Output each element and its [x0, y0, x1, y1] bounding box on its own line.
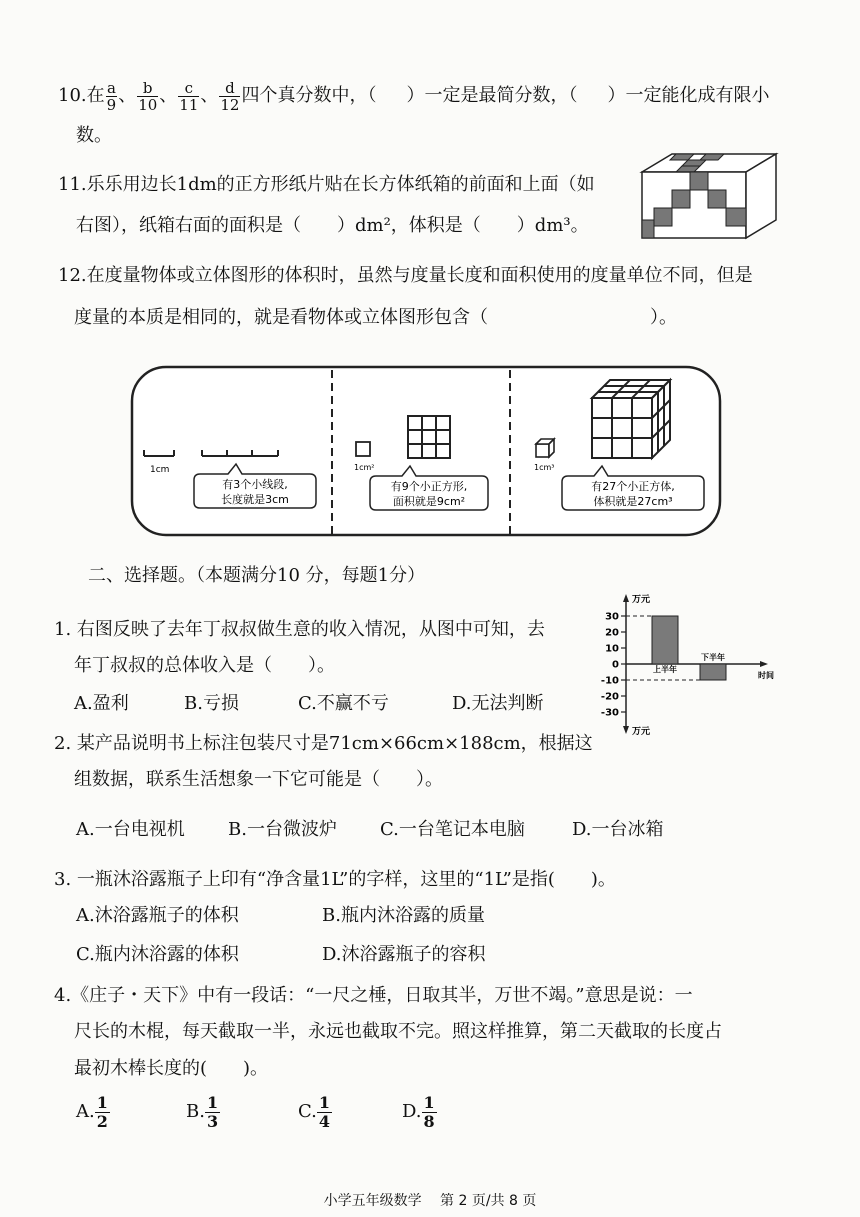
c2-option-d[interactable]: D.一台冰箱	[572, 819, 664, 840]
x-axis-label: 时间	[758, 671, 774, 680]
unit-cm-label: 1cm	[150, 465, 170, 475]
fraction-b10: $\frac{b}{10}$	[138, 78, 158, 114]
bubble2-line2: 面积就是9cm²	[392, 495, 466, 508]
c3-line1: 3. 一瓶沐浴露瓶子上印有“净含量1L”的字样，这里的“1L”是指( )。	[54, 869, 616, 890]
y-tick-label: -30	[600, 707, 619, 719]
y-tick-label: -10	[600, 675, 619, 687]
y-tick-label: 20	[605, 627, 619, 639]
page-footer: 小学五年级数学 第 2 页/共 8 页	[323, 1193, 537, 1209]
c2-line2: 组数据，联系生活想象一下它可能是（ ）。	[74, 769, 443, 790]
c4-line1: 4.《庄子・天下》中有一段话：“一尺之棰，日取其半，万世不竭。”意思是说：一	[54, 985, 693, 1006]
c1-options	[74, 692, 544, 716]
fraction-c11: $\frac{c}{11}$	[179, 78, 199, 114]
bubble3-line2: 体积就是27cm³	[593, 495, 673, 508]
c3-option-a[interactable]: A.沐浴露瓶子的体积	[76, 905, 239, 926]
q11-line2: 右图），纸箱右面的面积是（ ）dm²，体积是（ ）dm³。	[76, 215, 589, 236]
bubble3-line1: 有27个小正方体,	[591, 480, 675, 493]
bar-category-label: 上半年	[653, 665, 677, 674]
y-tick-label: 10	[605, 643, 619, 655]
c4-option-b[interactable]: B. $\frac{1}{3}$	[186, 1092, 219, 1131]
unit-cm3-label: 1cm³	[534, 463, 555, 472]
c3-option-d[interactable]: D.沐浴露瓶子的容积	[322, 944, 486, 965]
y-tick-label: -20	[600, 691, 619, 703]
c3-option-c[interactable]: C.瓶内沐浴露的体积	[76, 944, 239, 965]
c1-line2: 年丁叔叔的总体收入是（ ）。	[74, 655, 335, 676]
income-bar-chart	[596, 572, 786, 752]
c1-option-b[interactable]: B.亏损	[184, 693, 239, 714]
c2-line1: 2. 某产品说明书上标注包装尺寸是71cm×66cm×188cm，根据这	[54, 733, 593, 754]
bubble1-line1: 有3个小线段,	[222, 478, 288, 491]
x-axis-arrow	[760, 661, 768, 667]
c1-line1: 1. 右图反映了去年丁叔叔做生意的收入情况，从图中可知，去	[54, 619, 545, 640]
measurement-illustration	[130, 364, 724, 538]
c4-line3: 最初木棒长度的( )。	[74, 1058, 269, 1079]
c1-option-d[interactable]: D.无法判断	[452, 693, 544, 714]
box-figure	[636, 150, 780, 242]
y-axis-arrow-up	[623, 594, 629, 602]
c4-option-a[interactable]: A. $\frac{1}{2}$	[76, 1092, 108, 1131]
y-axis-label-top: 万元	[632, 595, 651, 605]
c2-option-c[interactable]: C.一台笔记本电脑	[380, 819, 525, 840]
c3-options-row1	[76, 904, 485, 928]
unit-cube	[536, 439, 554, 457]
unit-square	[356, 442, 370, 456]
c2-option-b[interactable]: B.一台微波炉	[228, 819, 337, 840]
c3-options-row2	[76, 943, 486, 967]
y-axis-arrow-down	[623, 726, 629, 734]
c4-option-c[interactable]: C. $\frac{1}{4}$	[298, 1092, 330, 1131]
y-tick-label: 0	[612, 659, 619, 671]
bar-first-half	[652, 616, 678, 664]
c2-option-a[interactable]: A.一台电视机	[76, 819, 185, 840]
c3-option-b[interactable]: B.瓶内沐浴露的质量	[322, 905, 485, 926]
bar-second-half	[700, 664, 726, 680]
q10-line2: 数。	[76, 125, 112, 146]
q12-line1: 12.在度量物体或立体图形的体积时，虽然与度量长度和面积使用的度量单位不同，但是	[58, 265, 753, 286]
unit-cm2-label: 1cm²	[354, 463, 375, 472]
c4-line2: 尺长的木棍，每天截取一半，永远也截取不完。照这样推算，第二天截取的长度占	[74, 1021, 722, 1042]
c4-option-d[interactable]: D. $\frac{1}{8}$	[402, 1092, 435, 1131]
q11-line1: 11.乐乐用边长1dm的正方形纸片贴在长方体纸箱的前面和上面（如	[58, 174, 595, 195]
bar-category-label: 下半年	[701, 653, 725, 662]
section2-title: 二、选择题。（本题满分10 分，每题1分）	[88, 565, 426, 586]
c1-option-c[interactable]: C.不赢不亏	[298, 693, 389, 714]
q12-line2: 度量的本质是相同的，就是看物体或立体图形包含（ ）。	[74, 307, 677, 328]
c1-option-a[interactable]: A.盈利	[74, 693, 129, 714]
y-axis-label-bottom: 万元	[632, 727, 651, 737]
bubble2-line1: 有9个小正方形,	[390, 480, 468, 493]
q10-line1: 10.在 $\frac{a}{9}$ 、 $\frac{b}{10}$ 、 $\frac{c}{11}$ 、 $\frac{d}{12}$ 四个真分数中，（ ）一定是最简分数，（ ）一定能化成有限小	[58, 78, 770, 114]
c2-options	[76, 818, 664, 842]
y-tick-label: 30	[605, 611, 619, 623]
fraction-a9: $\frac{a}{9}$	[106, 78, 117, 114]
bubble1-line2: 长度就是3cm	[221, 493, 289, 506]
fraction-d12: $\frac{d}{12}$	[220, 78, 240, 114]
c4-options	[76, 1090, 437, 1134]
